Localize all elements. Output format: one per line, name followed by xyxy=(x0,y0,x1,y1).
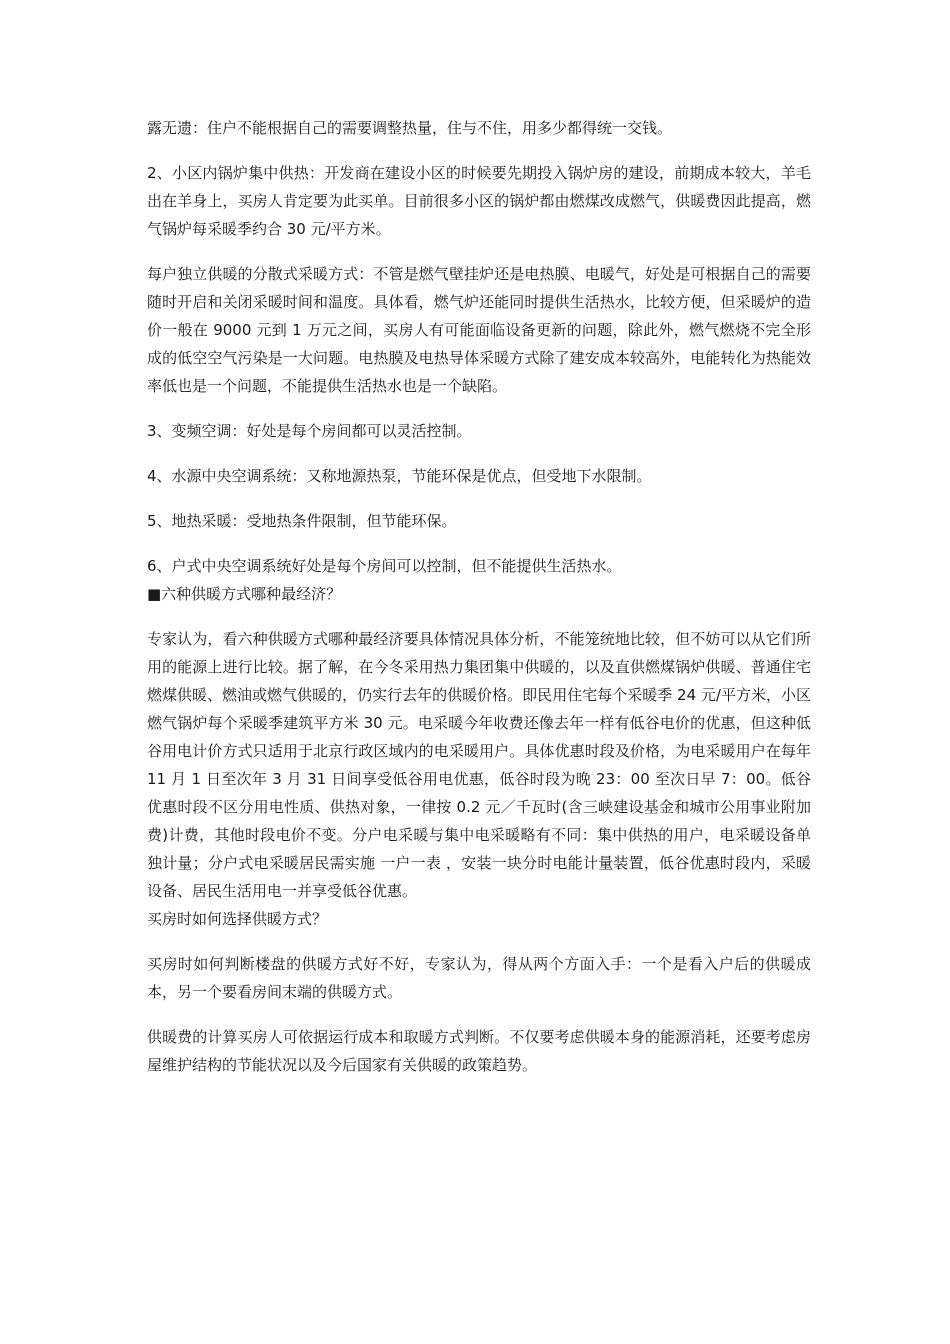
paragraph-geothermal: 5、地热采暖：受地热条件限制，但节能环保。 xyxy=(147,512,457,530)
paragraph-judge-heating: 买房时如何判断楼盘的供暖方式好不好，专家认为，得从两个方面入手：一个是看入户后的供暖成本，另一个要看房间末端的供暖方式。 xyxy=(147,955,811,1001)
paragraph-water-source-ac: 4、水源中央空调系统：又称地源热泵，节能环保是优点，但受地下水限制。 xyxy=(147,467,652,485)
section-heading-how-to-choose: 买房时如何选择供暖方式？ xyxy=(147,910,328,928)
paragraph-heating-fee-uniform: 露无遗：住户不能根据自己的需要调整热量，住与不住，用多少都得统一交钱。 xyxy=(147,119,673,137)
document-body xyxy=(147,114,811,1079)
paragraph-individual-heating: 每户独立供暖的分散式采暖方式：不管是燃气壁挂炉还是电热膜、电暖气，好处是可根据自己的需要随时开启和关闭采暖时间和温度。具体看，燃气炉还能同时提供生活热水，比较方便，但采暖炉的造价一般在 9000 元到 1 万元之间，买房人有可能面临设备更新的问题，除此外，燃气燃烧不完全形成的低空空气污染是一大问题。电热膜及电热导体采暖方式除了建安成本较高外，电能转化为热能效率低也是一个问题，不能提供生活热水也是一个缺陷。 xyxy=(147,265,811,395)
paragraph-household-central-ac: 6、户式中央空调系统好处是每个房间可以控制，但不能提供生活热水。 xyxy=(147,557,622,575)
paragraph-heating-cost-calc: 供暖费的计算买房人可依据运行成本和取暖方式判断。不仅要考虑供暖本身的能源消耗，还要考虑房屋维护结构的节能状况以及今后国家有关供暖的政策趋势。 xyxy=(147,1028,811,1074)
paragraph-expert-analysis: 专家认为，看六种供暖方式哪种最经济要具体情况具体分析，不能笼统地比较，但不妨可以从它们所用的能源上进行比较。据了解，在今冬采用热力集团集中供暖的，以及直供燃煤锅炉供暖、普通住宅燃煤供暖、燃油或燃气供暖的，仍实行去年的供暖价格。即民用住宅每个采暖季 24 元/平方米，小区燃气锅炉每个采暖季建筑平方米 30 元。电采暖今年收费还像去年一样有低谷电价的优惠，但这种低谷用电计价方式只适用于北京行政区域内的电采暖用户。具体优惠时段及价格，为电采暖用户在每年 11 月 1 日至次年 3 月 31 日间享受低谷用电优惠，低谷时段为晚 23：00 至次日早 7：00。低谷优惠时段不区分用电性质、供热对象，一律按 0.2 元／千瓦时(含三峡建设基金和城市公用事业附加费)计费，其他时段电价不变。分户电采暖与集中电采暖略有不同：集中供热的用户，电采暖设备单独计量；分户式电采暖居民需实施 一户一表 ，安装一块分时电能计量装置，低谷优惠时段内，采暖设备、居民生活用电一并享受低谷优惠。 xyxy=(147,630,811,900)
paragraph-community-boiler: 2、小区内锅炉集中供热：开发商在建设小区的时候要先期投入锅炉房的建设，前期成本较大，羊毛出在羊身上，买房人肯定要为此买单。目前很多小区的锅炉都由燃煤改成燃气，供暖费因此提高，燃气锅炉每采暖季约合 30 元/平方米。 xyxy=(147,164,811,238)
section-heading-most-economical: ■六种供暖方式哪种最经济？ xyxy=(147,585,342,603)
paragraph-inverter-ac: 3、变频空调：好处是每个房间都可以灵活控制。 xyxy=(147,422,472,440)
